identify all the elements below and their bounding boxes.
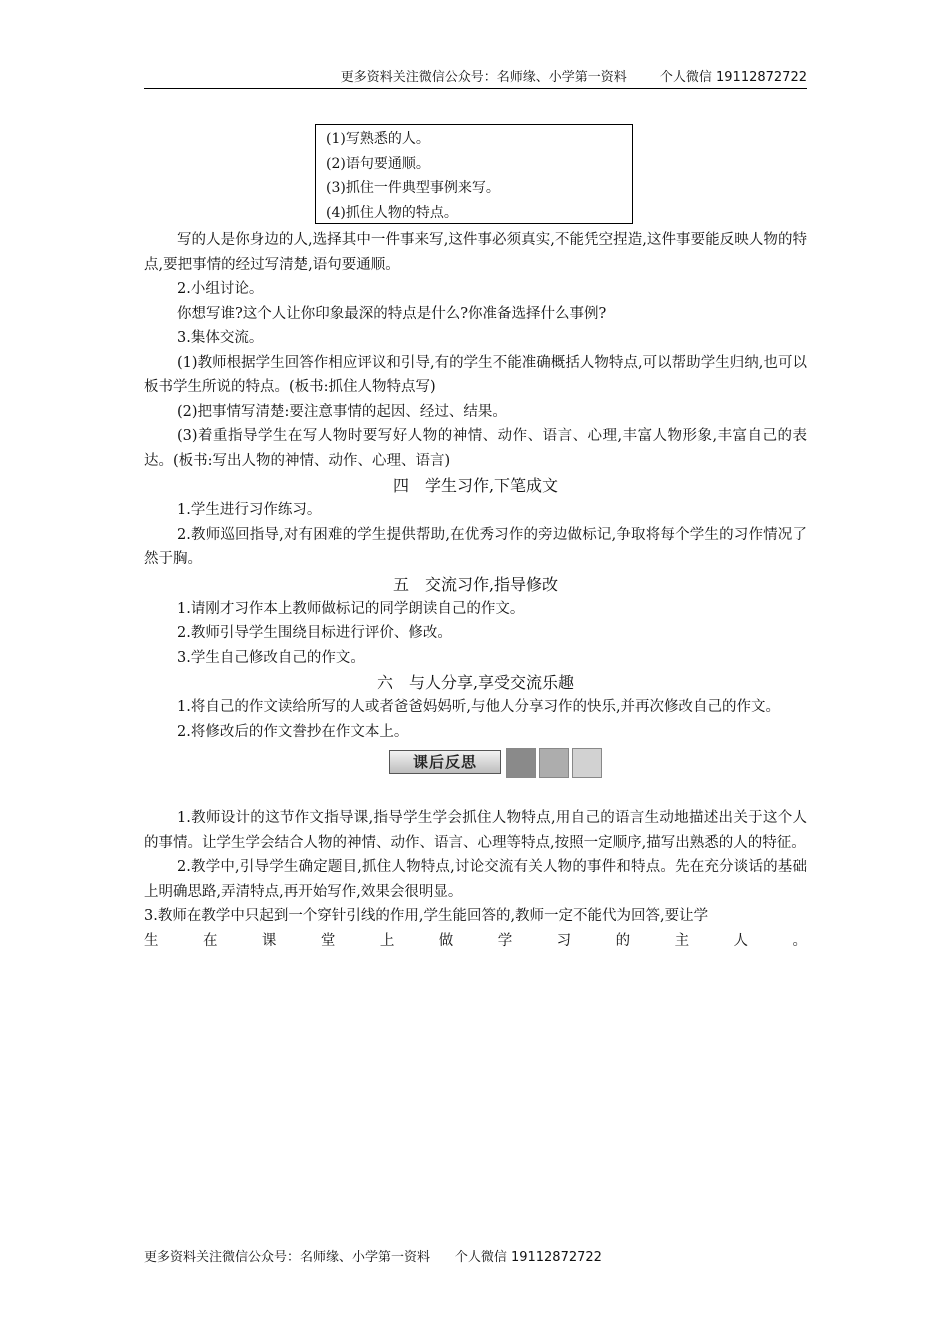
paragraph: 写的人是你身边的人,选择其中一件事来写,这件事必须真实,不能凭空捏造,这件事要能反映人物的特点,要把事情的经过写清楚,语句要通顺。: [144, 232, 807, 273]
paragraph: 2.小组讨论。: [177, 281, 264, 297]
banner-square: [506, 748, 536, 778]
paragraph: 1.学生进行习作练习。: [177, 502, 322, 518]
reflection-paragraph: 2.教学中,引导学生确定题目,抓住人物特点,讨论交流有关人物的事件和特点。先在充分谈话的基础上明确思路,弄清特点,再开始写作,效果会很明显。: [144, 859, 807, 900]
paragraph: 1.将自己的作文读给所写的人或者爸爸妈妈听,与他人分享习作的快乐,并再次修改自己的作文。: [177, 699, 781, 715]
header-wechat: 个人微信 19112872722: [659, 70, 807, 85]
requirement-item: (3)抓住一件典型事例来写。: [326, 180, 500, 196]
section-heading: 四 学生习作,下笔成文: [392, 476, 559, 495]
section-heading: 六 与人分享,享受交流乐趣: [376, 673, 575, 692]
reflection-banner-title: 课后反思: [389, 750, 501, 774]
requirement-item: (2)语句要通顺。: [326, 155, 430, 172]
reflection-paragraph-end: 生在课堂上做学习的主人。: [144, 932, 807, 949]
paragraph: 3.学生自己修改自己的作文。: [177, 649, 365, 666]
banner-square: [539, 748, 569, 778]
reflection-paragraph: 1.教师设计的这节作文指导课,指导学生学会抓住人物特点,用自己的语言生动地描述出关于这个人的事情。让学生学会结合人物的神情、动作、语言、心理等特点,按照一定顺序,描写出熟悉的人的特征。: [144, 810, 807, 851]
banner-square: [572, 748, 602, 778]
requirement-item: (4)抓住人物的特点。: [326, 204, 458, 221]
paragraph: 2.将修改后的作文誊抄在作文本上。: [177, 723, 409, 740]
reflection-banner: [144, 746, 807, 782]
header-text: 更多资料关注微信公众号：名师缘、小学第一资料: [340, 70, 627, 85]
paragraph: (3)着重指导学生在写人物时要写好人物的神情、动作、语言、心理,丰富人物形象,丰富自己的表达。(板书:写出人物的神情、动作、心理、语言): [144, 428, 807, 469]
paragraph: 你想写谁?这个人让你印象最深的特点是什么?你准备选择什么事例?: [177, 305, 607, 322]
paragraph: 2.教师引导学生围绕目标进行评价、修改。: [177, 625, 452, 641]
reflection-paragraph: 3.教师在教学中只起到一个穿针引线的作用,学生能回答的,教师一定不能代为回答,要让学: [144, 908, 709, 924]
footer-text: 更多资料关注微信公众号：名师缘、小学第一资料: [144, 1250, 431, 1265]
paragraph: 3.集体交流。: [177, 330, 264, 346]
section-heading: 五 交流习作,指导修改: [392, 574, 559, 594]
main-content: [144, 228, 807, 953]
paragraph: 2.教师巡回指导,对有困难的学生提供帮助,在优秀习作的旁边做标记,争取将每个学生的习作情况了然于胸。: [144, 526, 807, 567]
paragraph: (1)教师根据学生回答作相应评议和引导,有的学生不能准确概括人物特点,可以帮助学生归纳,也可以板书学生所说的特点。(板书:抓住人物特点写): [144, 354, 807, 395]
paragraph: (2)把事情写清楚:要注意事情的起因、经过、结果。: [177, 403, 507, 420]
requirements-box: [315, 124, 633, 224]
paragraph: 1.请刚才习作本上教师做标记的同学朗读自己的作文。: [177, 600, 525, 617]
requirement-item: (1)写熟悉的人。: [326, 131, 430, 147]
footer-wechat: 个人微信 19112872722: [454, 1250, 602, 1265]
page-header: [144, 66, 807, 89]
page-footer: [144, 1246, 602, 1265]
